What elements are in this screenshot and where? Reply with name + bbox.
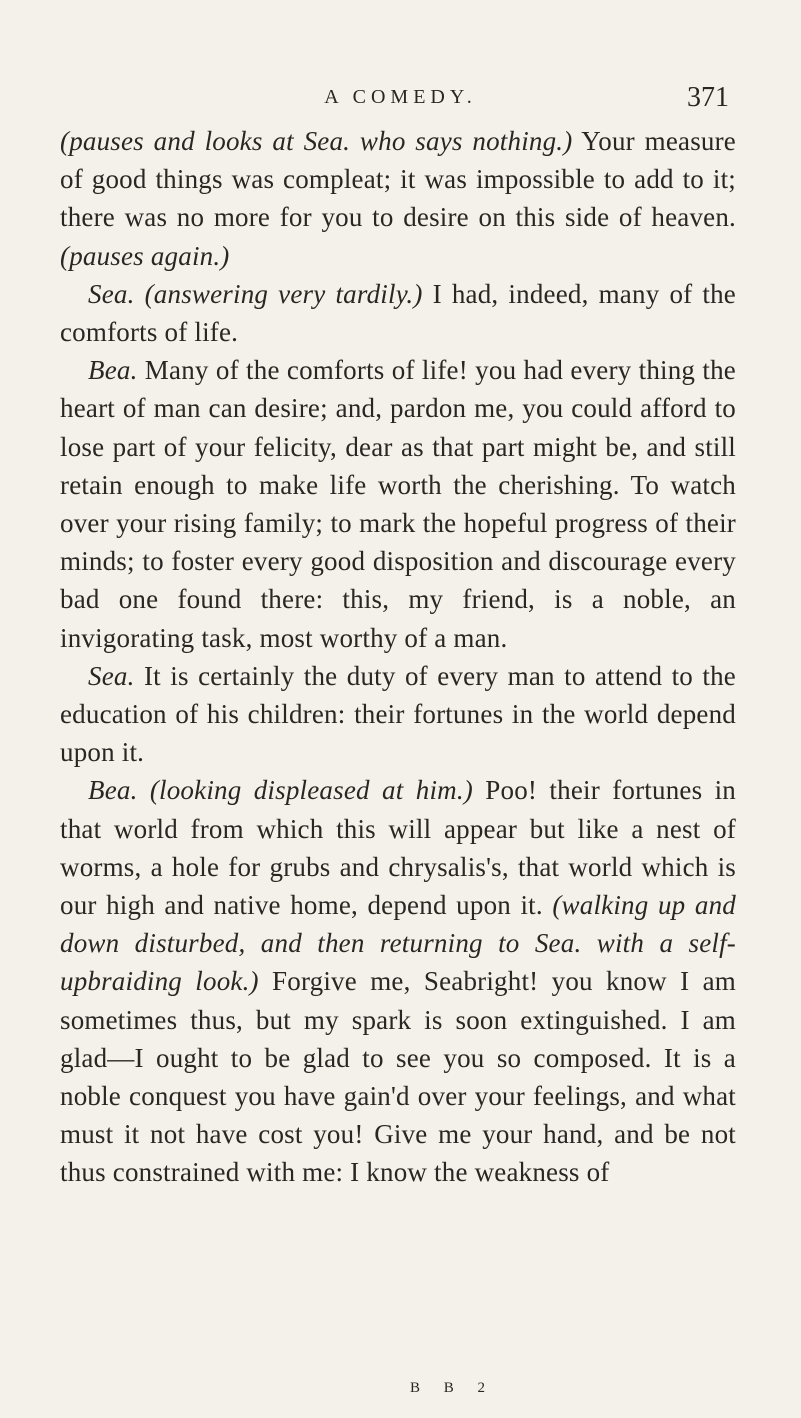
paragraph-2 [60,275,736,351]
dialogue-text: Poo! their fortunes in that world from which this will appear but like a nest of worms, a hole for grubs and chrysalis's, that world which is our high and native home, depend upon it. [60,775,736,921]
stage-direction: (looking displeased at him.) [149,775,473,806]
stage-direction: (pauses again.) [60,240,230,271]
speaker-name: Bea. [88,355,138,386]
stage-direction: (pauses and looks at Sea. who says nothing.) [60,126,573,156]
signature-mark: B B 2 [410,1380,496,1396]
speaker-name: Sea. [88,278,135,309]
dialogue-text: Your measure of good things was compleat; it was impossible to add to it; there was no more for you to desire on this side of heaven. [60,126,736,233]
speaker-name: Bea. [88,775,138,806]
dialogue-text: Forgive me, Seabright! you know I am sometimes thus, but my spark is soon extinguished. I am glad—I ought to be glad to see you so composed. It is a noble conquest you have gain'd over your feelings, and what must it not have cost you! Give me your hand, and be not thus constrained with me: I know the weakness of [60,966,736,1188]
paragraph-3 [60,351,736,657]
paragraph-1 [60,122,736,275]
paragraph-4 [60,657,736,772]
stage-direction: (walking up and down disturbed, and then returning to Sea. with a self-upbraiding look.) [60,890,736,997]
speaker-name: Sea. [88,660,135,691]
stage-direction: (answering very tardily.) [144,278,423,309]
paragraph-5 [60,771,736,1191]
page-number: 371 [687,82,729,113]
dialogue-text: It is certainly the duty of every man to attend to the education of his children: their fortunes in the world depend upon it. [60,660,736,768]
dialogue-text: Many of the comforts of life! you had every thing the heart of man can desire; and, pardon me, you could afford to lose part of your felicity, dear as that part might be, and still retain enough to make life worth the cherishing. To watch over your rising family; to mark the hopeful progress of their minds; to foster every good disposition and discourage every bad one found there: this, my friend, is a noble, an invigorating task, most worthy of a man. [60,355,736,653]
running-head: A COMEDY. [324,86,477,108]
page-header [0,80,801,120]
dialogue-text: I had, indeed, many of the comforts of life. [60,278,736,348]
body-text [60,122,736,1192]
